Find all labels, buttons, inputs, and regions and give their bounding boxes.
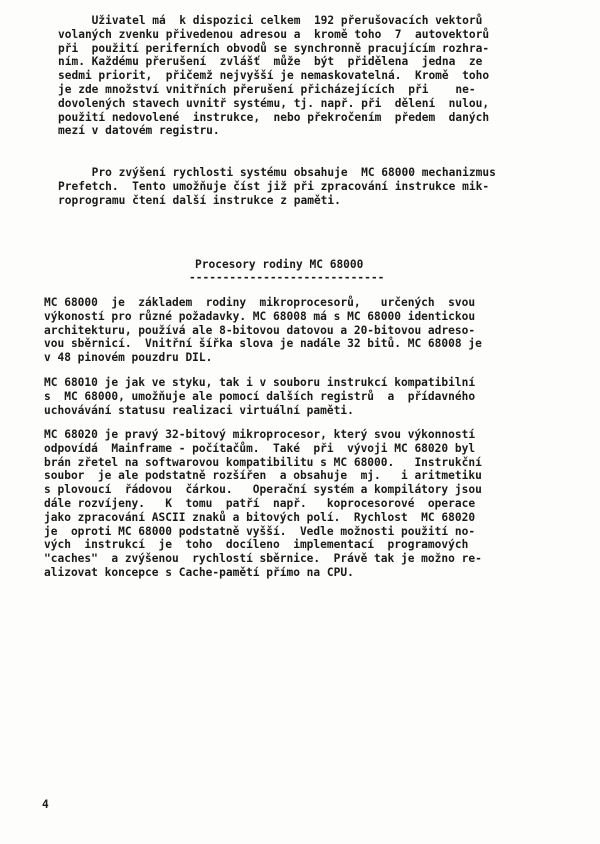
- heading-underline: -----------------------------: [189, 271, 385, 284]
- paragraph-interrupts: Uživatel má k dispozici celkem 192 přerušovacích vektorů volaných zvenku přivedenou adresou a kromě toho 7 autovektorů při použití periferních obvodů se synchronně pracujícím rozhra- ním. Každému přerušení zvlášť může být přidělena jedna ze sedmi priorit, přičemž nejvyšší je nemaskovatelná. Kromě toho je zde množství vnitřních přerušení přicházejících při ne- dovolených stavech uvnitř systému, tj. např. při dělení nulou, použití nedovolené instrukce, nebo překročením předem daných mezí v datovém registru.: [58, 14, 490, 138]
- page-number: 4: [42, 798, 49, 811]
- paragraph-prefetch: Pro zvýšení rychlosti systému obsahuje MC 68000 mechanizmus Prefetch. Tento umožňuje číst již při zpracování instrukce mik- roprogramu čtení další instrukce z paměti.: [58, 166, 496, 207]
- paragraph-mc68000-mc68008: MC 68000 je základem rodiny mikroprocesorů, určených svou výkoností pro různé požadavky. MC 68008 má s MC 68000 identickou architekturu, používá ale 8-bitovou datovou a 20-bitovou adreso- vou sběrnicí. Vnitřní šířka slova je nadále 32 bitů. MC 68008 je v 48 pinovém pouzdru DIL.: [44, 296, 482, 365]
- paragraph-mc68010: MC 68010 je jak ve styku, tak i v souboru instrukcí kompatibilní s MC 68000, umožňuje ale pomocí dalších registrů a přídavného uchovávání statusu realizaci virtuální paměti.: [44, 376, 476, 417]
- paragraph-mc68020: MC 68020 je pravý 32-bitový mikroprocesor, který svou výkonností odpovídá Mainframe - počítačům. Také při vývoji MC 68020 byl brán zřetel na softwarovou kompatibilitu s MC 68000. Instrukční soubor je ale podstatně rozšířen a obsahuje mj. i aritmetiku s plovoucí řádovou čárkou. Operační systém a kompilátory jsou dále rozvíjeny. K tomu patří např. koprocesorové operace jako zpracování ASCII znaků a bitových polí. Rychlost MC 68020 je oproti MC 68000 podstatně vyšší. Vedle možnosti použití no- vých instrukcí je toho docíleno implementací programových "caches" a zvýšenou rychlostí sběrnice. Právě tak je možno re- alizovat koncepce s Cache-pamětí přímo na CPU.: [44, 428, 482, 579]
- section-heading: Procesory rodiny MC 68000: [195, 258, 364, 271]
